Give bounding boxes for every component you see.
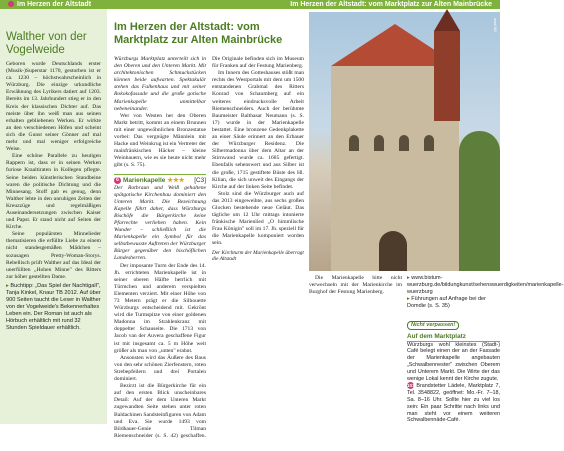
arrow-right-icon: ▸ — [6, 282, 11, 289]
location-pin-badge: 101 — [407, 383, 415, 389]
tree-shape — [459, 131, 500, 271]
arrow-right-icon: ▸ — [407, 295, 412, 302]
article-paragraph: Wer von Westen her den Oberen Markt betritt, kommt an einem Brunnen mit einer ungewöhnlichen Bronzestatue vorbei: Das vergnügte Männlein mit Hacke und Weinkrug ist ein Vertreter der mainfränkischen Häcker – kleine Weinbauern, wie es sie heute nicht mehr gibt (s. S. 75). — [114, 112, 206, 169]
sidebar-paragraph: Seine populärsten Minnelieder thematisieren die erfüllte Liebe zu einem nicht standesgemäßen Mädchen – sozusagen Pretty-Woman-Storys. Rebellisch prüft Walther auf das Ideal der unerfüllten „Hohen Minne" des Ritters zur höher gestellten Dame. — [6, 231, 101, 280]
window-shape — [424, 135, 434, 151]
section-intro: Der Rotbraun und Weiß gehaltene spätgotische Kirchenbau dominiert den Unteren Markt. Die Bezeichnung Kapelle führt daher, dass Würzburgs Bischöfe die Bürgerkirche keine Pfarrechte verliehen haben. Kein Wunder – schließlich ist die Marienkapelle ein Symbol für das selbstbewusste Auftreten der Würzburger Bürger gegenüber den bischöflichen Landesherren. — [114, 184, 206, 262]
running-header — [0, 0, 500, 9]
article-paragraph: Ansonsten wird das Äußere des Baus von den sehr schönen Zierfenstern, roten Strebepfeilern und drei Portalen dominiert. — [114, 354, 206, 383]
article-title: Im Herzen der Altstadt: vom Marktplatz zur Alten Mainbrücke — [114, 21, 283, 46]
window-shape — [349, 135, 359, 151]
guide-tip: ▸ Führungen auf Anfrage bei der Domdie (s. S. 35) — [407, 295, 486, 309]
article-paragraph: Stolz sind die Würzburger auch auf das 2013 eingeweihte, aus sechs großen Glocken bestehende neue Geläut. Das tägliche um 12 Uhr mittags intonierte fränkische Marienlied „O himmlische Frau Königin" soll im 17. Jh. speziell für die Marienkapelle komponiert worden sein. — [212, 190, 304, 247]
photo-marienkapelle — [309, 12, 500, 271]
church-spire-shape — [434, 9, 460, 31]
right-column — [309, 9, 564, 424]
sidebar-title: Walther von der Vogelweide — [6, 31, 87, 56]
article-paragraph: Bezirzt ist die Bürgerkirche für ein auf den ersten Blick unscheinbares Detail: Auf der dem Unteren Markt zugewandten Seite stehen unter roten Baldachinen Sandsteinfiguren von Adam und Eva. Sie wurde 1493 vom Bildhauer-Genie Tilman Riemenschneider (s. S. 42) geschaffen. Die Originale befinden sich im Museum für Franken auf der Festung Marienberg. — [114, 56, 304, 439]
star-rating: ★★★ — [167, 176, 185, 184]
sidebar-paragraph: Geboren wurde Deutschlands erster (Musik-)Superstar 1170, gestorben ist er ca. 1230 – höchstwahrscheinlich in Würzburg. Die einzige urkundliche Erwähnung des Lyrikers datiert auf 1203. Bereits im 13. Jahrhundert stieg er in den Kreis der klassischen Dichter auf. Das meiste über ihn weiß man aus seinen erhalten gebliebenen Werken. Er wirkte an den verschiedenen Höfen und scheint sich die Gunst seiner Gönner auf mal mehr und mal weniger erfolgreiche Weise. — [6, 61, 101, 153]
section-marker-icon — [8, 1, 14, 7]
article-intro: Würzburgs Marktplatz unterteilt sich in den Oberen und den Unteren Markt. Mit architektonischen Schmuckstücken können beide aufwarten. Spektakulär stehen das Falkenhaus und mit seiner Rokokofassade und die große gotische Marienkapelle unmittelbar nebeneinander. — [114, 56, 206, 112]
photo-credit: wue062 — [493, 18, 498, 33]
section-heading-marienkapelle — [114, 174, 206, 185]
article-body — [114, 56, 304, 451]
section-number-badge: 6 — [114, 177, 121, 184]
arrow-right-icon: ▸ — [407, 275, 412, 281]
map-reference: [C3] — [194, 176, 206, 184]
sidebar-walther — [0, 9, 107, 424]
book-tip: ▸ Buchtipp: „Das Spiel der Nachtigall", Tanja Kinkel, Knaur TB 2012. Auf über 900 Seiten taucht die Leser in Walther von der Vogelweide's Bekennerhaltes Leben ein. Der Roman ist auch als Hörbuch erhältlich mit rund 32 Stunden Spieldauer erhältlich. — [6, 282, 101, 332]
running-header-left: Im Herzen der Altstadt — [0, 0, 91, 9]
section-name: Marienkapelle — [123, 176, 166, 184]
article-paragraph: Im Innern des Gotteshauses stößt man rechts des Westportals mit dem um 1500 entstandenen Grabmal des Ritters Konrad von Schaumberg auf ein weiteres eindrucksvolle Arbeit Riemenschneiders. Auch der berühmte Baumeister Balthasar Neumann (s. S. 17) wurde in der Marienkapelle bestattet. Eine bronzene Gedenkplakette an einer Säule erinnert an den Erbauer der Würzburger Residenz. Die Silbermadonna über dem Altar an der Stirnwand wurde ca. 1685 gefertigt. Ebenfalls sehenswert und aus Silber ist die große, 1715 gestiftete Büste des Hl. Kilian, die sich unweit des Eingangs der Kirche auf der linken Seite befindet. — [212, 70, 304, 190]
info-box-marktplatz — [407, 313, 500, 425]
info-place: 101 Brandstetter Lädele, Marktplatz 7, Tel. 3548822, geöffnet: Mo.-Fr. 7–18, Sa. 8–16 Uhr. Sollte hier zu viel los sein: Ein paar Schritte nach links und man steht vor einem weiteren Schwalbennäde-Café. — [407, 383, 501, 424]
info-title: Auf dem Marktplatz — [407, 333, 500, 342]
church-tower-shape — [434, 31, 460, 121]
website-link[interactable]: ▸ www.bistum-wuerzburg.de/bildungkunst/sehenswuerdigkeiten/marienkapelle-wuerzburg — [407, 275, 564, 295]
info-text: Würzburgs wohl kleinstes (Stadt-) Café belegt einen der an der Fassade der Marienkapelle angebauten „Schwalbennester" zwischen Oberem und Unterem Markt. Die Wirte der das wenige Lokal kennt der Kirche zugute. — [407, 341, 500, 382]
right-paragraph: Die Marienkapelle bitte nicht verwechseln mit der Marienkirche im Burghof der Festung Marienberg. — [309, 275, 402, 296]
right-column-b — [407, 275, 564, 424]
right-text-columns — [309, 275, 564, 424]
sidebar-paragraph: Eine schöne Parallele zu heutigen Rappern ist, dass er in seinen Werken furiose Kraaltiraten in Kollegen pflegte. Seine beiden künstlerischen Standbeine waren die politische Dichtung und die Minnesang. Stoff gab es genug, denn Walther lebte in den unruhigen Zeiten der Kreuzzüge und regelmäßigen Auseinandersetzungen zwischen Kaiser und Papst. Er stand nicht auf Seiten der Kirche. — [6, 153, 101, 231]
article-main — [114, 9, 304, 439]
right-column-a — [309, 275, 402, 424]
window-shape — [399, 135, 409, 151]
church-door-shape — [379, 231, 407, 271]
dont-miss-badge: Nicht verpassen! — [407, 321, 459, 330]
photo-caption: Der Kirchturm der Marienkapelle überragt die Altstadt — [212, 249, 304, 263]
running-header-right: Im Herzen der Altstadt: vom Marktplatz zur Alten Mainbrücke — [290, 1, 492, 8]
article-paragraph: Der imposante Turm der Ende des 14. Jh. errichteten Marienkapelle ist in seiner oberen Hälfte herrlich mit Türmchen und anderem verspielten Elementen verziert. Mit einer Höhe von 73 Metern prägt er die Silhouette Würzburgs entscheidend mit. Gekrönt wird die Turmspitze von einer goldenen Madonna im Strahlenkranz mit doppelter Schauseite. Die 1713 von Jacob van der Auvera geschaffene Figur ist mit insgesamt ca. 5 m Höhe weit größer als man von „unten" erahnt. — [114, 262, 206, 354]
window-shape — [374, 135, 384, 151]
